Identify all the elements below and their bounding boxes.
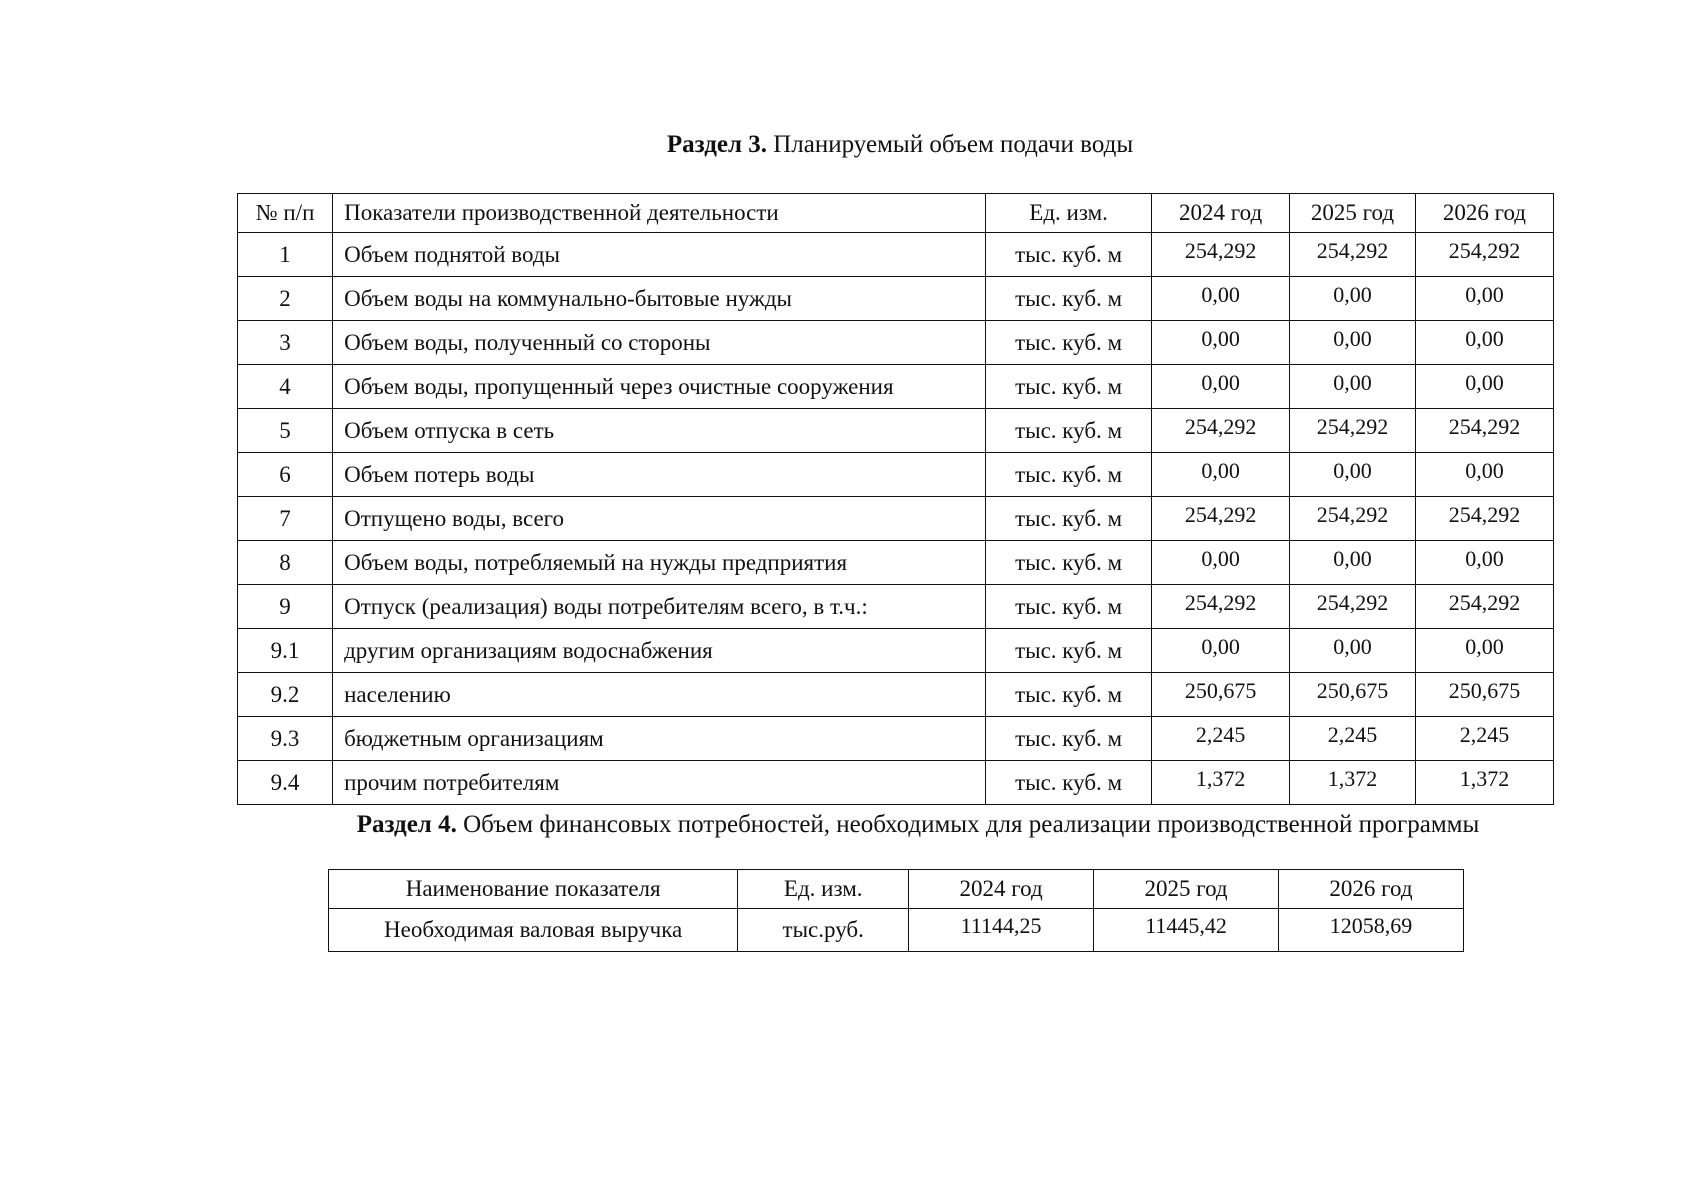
cell-2026: 12058,69 (1279, 909, 1464, 952)
cell-2024: 0,00 (1152, 277, 1290, 321)
cell-2026: 250,675 (1415, 673, 1553, 717)
cell-number: 3 (238, 321, 333, 365)
cell-unit: тыс. куб. м (986, 585, 1152, 629)
cell-unit: тыс. куб. м (986, 497, 1152, 541)
cell-number: 9.1 (238, 629, 333, 673)
cell-number: 9.2 (238, 673, 333, 717)
cell-number: 7 (238, 497, 333, 541)
cell-unit: тыс. куб. м (986, 409, 1152, 453)
cell-2024: 0,00 (1152, 541, 1290, 585)
table-row (329, 909, 1464, 952)
cell-2025: 254,292 (1290, 497, 1416, 541)
financial-needs-table (328, 869, 1464, 952)
cell-2026: 0,00 (1415, 541, 1553, 585)
table-row (238, 717, 1554, 761)
cell-indicator: Объем воды, потребляемый на нужды предприятия (333, 541, 986, 585)
cell-2025: 0,00 (1290, 321, 1416, 365)
table-row (238, 453, 1554, 497)
cell-2025: 2,245 (1290, 717, 1416, 761)
table-row (238, 277, 1554, 321)
cell-unit: тыс. куб. м (986, 673, 1152, 717)
cell-unit: тыс.руб. (738, 909, 909, 952)
header-indicator-name: Наименование показателя (329, 870, 738, 909)
cell-indicator: Объем воды, пропущенный через очистные сооружения (333, 365, 986, 409)
cell-indicator: Объем воды на коммунально-бытовые нужды (333, 277, 986, 321)
cell-unit: тыс. куб. м (986, 453, 1152, 497)
table-row (238, 673, 1554, 717)
cell-2025: 250,675 (1290, 673, 1416, 717)
cell-2024: 254,292 (1152, 497, 1290, 541)
cell-2026: 254,292 (1415, 497, 1553, 541)
cell-2025: 0,00 (1290, 541, 1416, 585)
table-row (238, 321, 1554, 365)
header-indicator: Показатели производственной деятельности (333, 194, 986, 233)
cell-2026: 0,00 (1415, 453, 1553, 497)
cell-number: 9.3 (238, 717, 333, 761)
cell-2026: 254,292 (1415, 585, 1553, 629)
section-3-title (0, 130, 1696, 160)
cell-indicator: Объем потерь воды (333, 453, 986, 497)
cell-indicator: Отпуск (реализация) воды потребителям всего, в т.ч.: (333, 585, 986, 629)
table-header-row (329, 870, 1464, 909)
cell-2026: 0,00 (1415, 321, 1553, 365)
table-row (238, 541, 1554, 585)
cell-number: 5 (238, 409, 333, 453)
cell-2025: 0,00 (1290, 277, 1416, 321)
cell-2024: 250,675 (1152, 673, 1290, 717)
cell-2024: 254,292 (1152, 409, 1290, 453)
cell-unit: тыс. куб. м (986, 761, 1152, 805)
cell-2024: 1,372 (1152, 761, 1290, 805)
header-number: № п/п (238, 194, 333, 233)
water-supply-table (237, 193, 1554, 805)
header-2026: 2026 год (1415, 194, 1553, 233)
cell-indicator: прочим потребителям (333, 761, 986, 805)
cell-2025: 254,292 (1290, 233, 1416, 277)
table-row (238, 233, 1554, 277)
cell-2024: 11144,25 (909, 909, 1094, 952)
header-unit: Ед. изм. (986, 194, 1152, 233)
cell-2026: 0,00 (1415, 277, 1553, 321)
cell-2025: 0,00 (1290, 453, 1416, 497)
cell-2025: 0,00 (1290, 629, 1416, 673)
cell-2025: 11445,42 (1094, 909, 1279, 952)
cell-2025: 0,00 (1290, 365, 1416, 409)
cell-number: 9.4 (238, 761, 333, 805)
cell-indicator: другим организациям водоснабжения (333, 629, 986, 673)
header-2026: 2026 год (1279, 870, 1464, 909)
cell-number: 6 (238, 453, 333, 497)
cell-indicator: Объем поднятой воды (333, 233, 986, 277)
header-unit: Ед. изм. (738, 870, 909, 909)
cell-2026: 0,00 (1415, 629, 1553, 673)
cell-2024: 254,292 (1152, 233, 1290, 277)
cell-2024: 0,00 (1152, 365, 1290, 409)
section-4-title-bold: Раздел 4. (356, 811, 457, 838)
cell-2025: 1,372 (1290, 761, 1416, 805)
cell-unit: тыс. куб. м (986, 365, 1152, 409)
table-row (238, 761, 1554, 805)
cell-number: 2 (238, 277, 333, 321)
cell-unit: тыс. куб. м (986, 233, 1152, 277)
cell-indicator-name: Необходимая валовая выручка (329, 909, 738, 952)
header-2024: 2024 год (1152, 194, 1290, 233)
cell-number: 1 (238, 233, 333, 277)
header-2025: 2025 год (1290, 194, 1416, 233)
cell-2026: 2,245 (1415, 717, 1553, 761)
cell-indicator: Объем воды, полученный со стороны (333, 321, 986, 365)
cell-number: 4 (238, 365, 333, 409)
cell-unit: тыс. куб. м (986, 277, 1152, 321)
table-row (238, 585, 1554, 629)
section-4-title (0, 810, 1696, 840)
cell-2024: 0,00 (1152, 453, 1290, 497)
cell-unit: тыс. куб. м (986, 629, 1152, 673)
cell-2024: 0,00 (1152, 321, 1290, 365)
cell-indicator: бюджетным организациям (333, 717, 986, 761)
table-row (238, 629, 1554, 673)
cell-2026: 254,292 (1415, 233, 1553, 277)
cell-2024: 0,00 (1152, 629, 1290, 673)
cell-2026: 0,00 (1415, 365, 1553, 409)
cell-2024: 2,245 (1152, 717, 1290, 761)
cell-number: 8 (238, 541, 333, 585)
section-3-title-bold: Раздел 3. (666, 131, 767, 158)
table-row (238, 409, 1554, 453)
cell-indicator: Объем отпуска в сеть (333, 409, 986, 453)
cell-2024: 254,292 (1152, 585, 1290, 629)
section-3-title-text: Планируемый объем подачи воды (767, 131, 1134, 158)
cell-2025: 254,292 (1290, 409, 1416, 453)
cell-indicator: Отпущено воды, всего (333, 497, 986, 541)
table-row (238, 497, 1554, 541)
header-2025: 2025 год (1094, 870, 1279, 909)
header-2024: 2024 год (909, 870, 1094, 909)
cell-indicator: населению (333, 673, 986, 717)
cell-unit: тыс. куб. м (986, 321, 1152, 365)
cell-2026: 254,292 (1415, 409, 1553, 453)
section-4-title-text: Объем финансовых потребностей, необходимых для реализации производственной программы (456, 811, 1480, 838)
cell-2026: 1,372 (1415, 761, 1553, 805)
cell-2025: 254,292 (1290, 585, 1416, 629)
cell-unit: тыс. куб. м (986, 541, 1152, 585)
table-header-row (238, 194, 1554, 233)
table-row (238, 365, 1554, 409)
cell-unit: тыс. куб. м (986, 717, 1152, 761)
cell-number: 9 (238, 585, 333, 629)
